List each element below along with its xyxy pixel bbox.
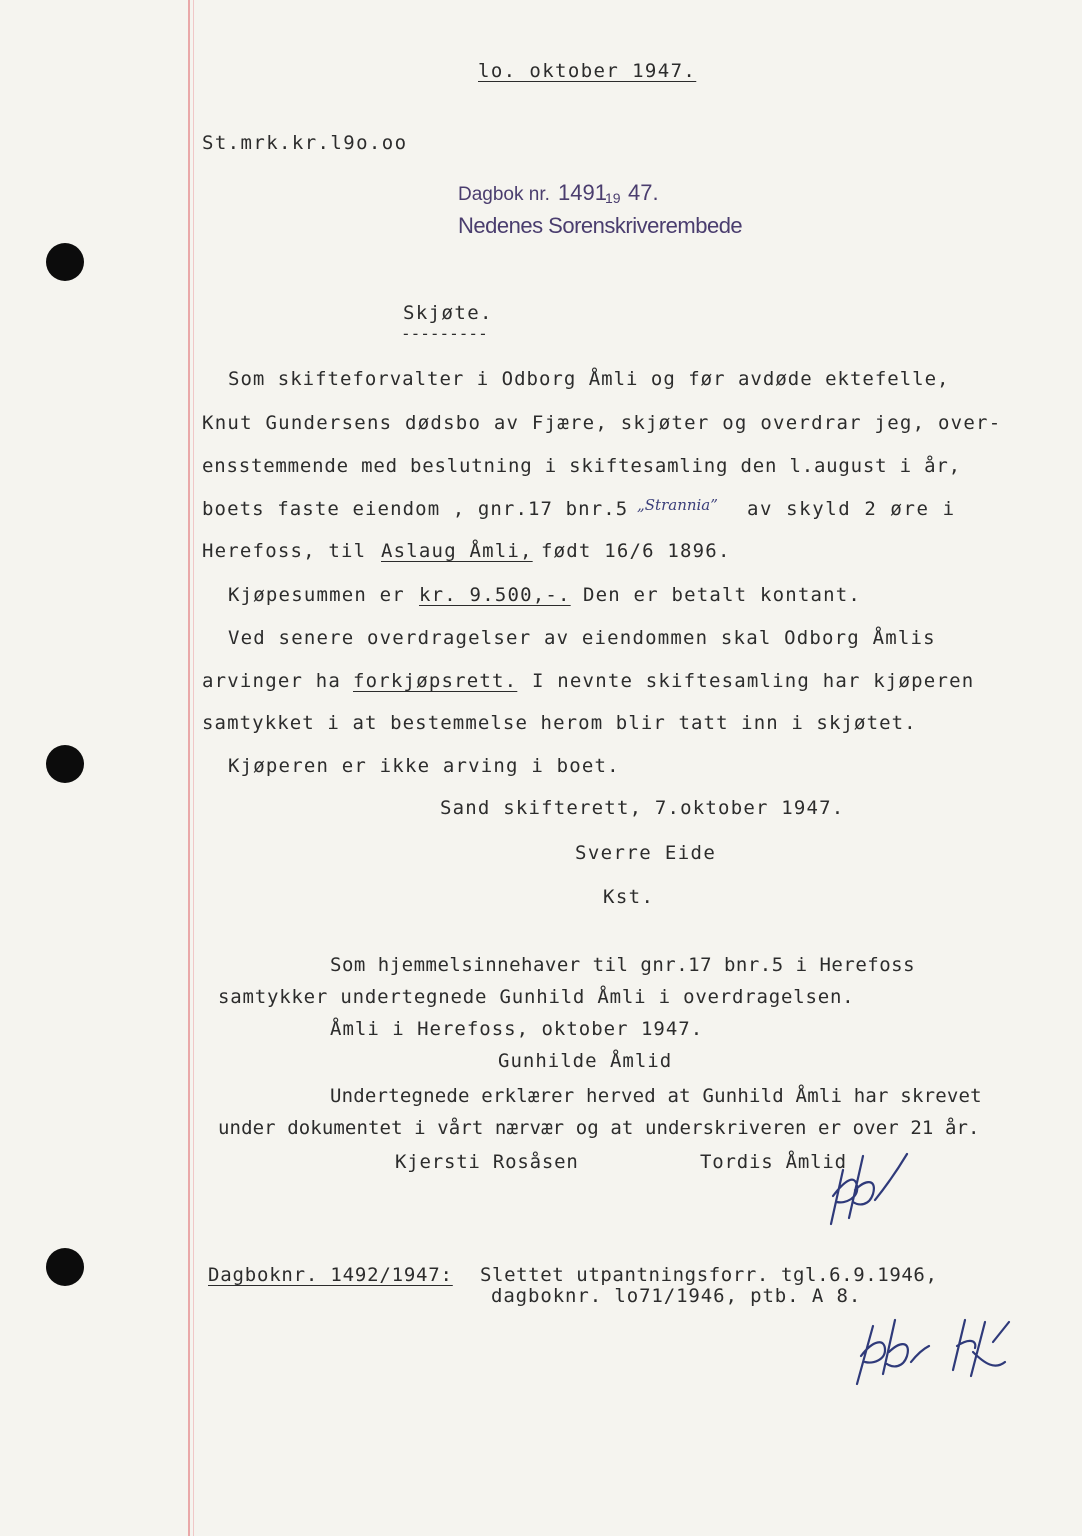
body-line: Den er betalt kontant. [583, 584, 862, 606]
initials-signature-2 [845, 1312, 1025, 1392]
handwritten-insert: „Strannia” [637, 496, 718, 514]
body-line: I nevnte skiftesamling har kjøperen [532, 670, 975, 692]
consent-line: Åmli i Herefoss, oktober 1947. [330, 1018, 704, 1040]
body-line: Ved senere overdragelser av eiendommen skal Odborg Åmlis [228, 627, 936, 649]
body-line: Som skifteforvalter i Odborg Åmli og før avdøde ektefelle, [228, 368, 950, 390]
witness-1: Kjersti Rosåsen [395, 1151, 579, 1173]
body-line: boets faste eiendom , gnr.17 bnr.5 [202, 498, 629, 520]
signer-name: Sverre Eide [575, 842, 717, 864]
body-line: Kjøperen er ikke arving i boet. [228, 755, 620, 777]
consent-line: samtykker undertegnede Gunhild Åmli i overdragelsen. [218, 986, 855, 1008]
consent-line: Som hjemmelsinnehaver til gnr.17 bnr.5 i Herefoss [330, 954, 916, 976]
stamp-year: 47. [628, 180, 659, 205]
footer-line: Slettet utpantningsforr. tgl.6.9.1946, [480, 1264, 938, 1286]
body-line: Knut Gundersens dødsbo av Fjære, skjøter og overdrar jeg, over- [202, 412, 1002, 434]
body-line: Herefoss, til [202, 540, 367, 562]
signer-abbr: Kst. [603, 886, 655, 908]
title-rule: --------- [401, 324, 488, 343]
stamp-prefix: Dagbok nr. [458, 184, 550, 205]
binder-hole-middle [46, 745, 84, 783]
body-line: arvinger ha [202, 670, 342, 692]
preemption-right: forkjøpsrett. [353, 670, 518, 692]
deed-title: Skjøte. [403, 302, 493, 324]
purchase-price: kr. 9.500,-. [419, 584, 571, 606]
footer-line: dagboknr. lo71/1946, ptb. A 8. [491, 1285, 862, 1307]
body-line: født 16/6 1896. [541, 540, 731, 562]
footer-reference: Dagboknr. 1492/1947: [208, 1264, 453, 1286]
place-date: Sand skifterett, 7.oktober 1947. [440, 797, 845, 819]
margin-rule-inner [193, 0, 194, 1536]
body-line: av skyld 2 øre i [747, 498, 956, 520]
initials-signature-1 [815, 1140, 915, 1230]
margin-rule [188, 0, 190, 1536]
date-header: lo. oktober 1947. [478, 60, 697, 82]
consent-line: under dokumentet i vårt nærvær og at underskriveren er over 21 år. [218, 1117, 980, 1139]
stamp-number: 1491 [558, 180, 607, 205]
body-line: samtykket i at bestemmelse herom blir tatt inn i skjøtet. [202, 712, 917, 734]
binder-hole-bottom [46, 1248, 84, 1286]
stamp-office: Nedenes Sorenskriverembede [458, 213, 743, 238]
consent-signature-name: Gunhilde Åmlid [498, 1050, 673, 1072]
body-line: Kjøpesummen er [228, 584, 405, 606]
consent-line: Undertegnede erklærer herved at Gunhild Åmli har skrevet [330, 1085, 982, 1107]
stamp-year-prefix: 19 [605, 190, 621, 206]
buyer-name: Aslaug Åmli, [381, 540, 533, 562]
stamp-duty: St.mrk.kr.l9o.oo [202, 132, 408, 154]
binder-hole-top [46, 243, 84, 281]
witness-2: Tordis Åmlid [700, 1151, 847, 1173]
body-line: ensstemmende med beslutning i skiftesamling den l.august i år, [202, 455, 961, 477]
